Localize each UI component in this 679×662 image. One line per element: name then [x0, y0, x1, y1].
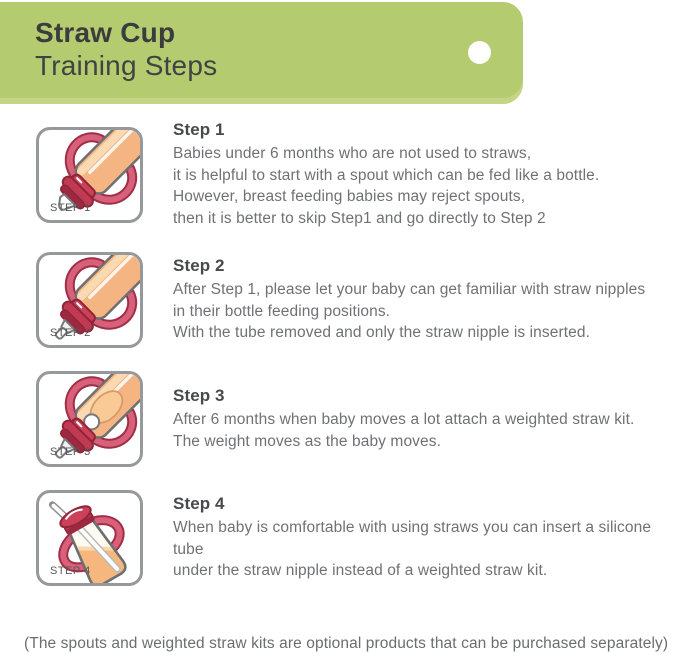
step3-line: After 6 months when baby moves a lot attach a weighted straw kit.	[173, 411, 635, 428]
step2-line: With the tube removed and only the straw nipple is inserted.	[173, 324, 590, 342]
step2-line: After Step 1, please let your baby can get familiar with straw nipples	[173, 281, 646, 299]
step1-heading: Step 1	[173, 120, 225, 139]
step3-text	[173, 386, 634, 452]
step3-heading: Step 3	[173, 386, 225, 405]
step3-line: The weight moves as the baby moves.	[173, 432, 441, 450]
footer-note: (The spouts and weighted straw kits are optional products that can be purchased separately)	[24, 635, 669, 652]
step-row-4	[36, 490, 666, 586]
step4-heading: Step 4	[173, 494, 225, 514]
step-row-1	[36, 120, 666, 229]
step4-illustration-box	[36, 490, 143, 586]
step-row-3	[36, 371, 666, 467]
header-tag	[0, 2, 523, 98]
step4-line: under the straw nipple instead of a weighted straw kit.	[173, 562, 548, 580]
step1-text	[173, 120, 599, 229]
step2-line: in their bottle feeding positions.	[173, 302, 391, 320]
step2-label: STEP 2	[50, 327, 91, 339]
step1-label: STEP 1	[50, 201, 91, 214]
page-title: Straw Cup	[35, 17, 176, 48]
step4-line: When baby is comfortable with using straws you can insert a silicone tube	[173, 519, 652, 558]
step2-text	[173, 256, 645, 344]
step4-label: STEP 4	[50, 565, 91, 577]
page-subtitle: Training Steps	[35, 50, 218, 81]
steps-list	[36, 120, 666, 609]
step1-line: However, breast feeding babies may reject spouts,	[173, 188, 526, 205]
step3-illustration-box	[36, 371, 143, 467]
header-titles	[35, 16, 217, 82]
step2-heading: Step 2	[173, 256, 225, 276]
step1-line: it is helpful to start with a spout which can be fed like a bottle.	[173, 166, 600, 184]
tag-hole-icon	[468, 41, 491, 64]
step2-illustration-box	[36, 252, 143, 348]
step4-text	[173, 494, 666, 582]
step1-line: then it is better to skip Step1 and go directly to Step 2	[173, 209, 546, 227]
step1-line: Babies under 6 months who are not used to straws,	[173, 145, 532, 162]
step-row-2	[36, 252, 666, 348]
step1-illustration-box	[36, 127, 143, 223]
step3-label: STEP 3	[50, 446, 91, 458]
